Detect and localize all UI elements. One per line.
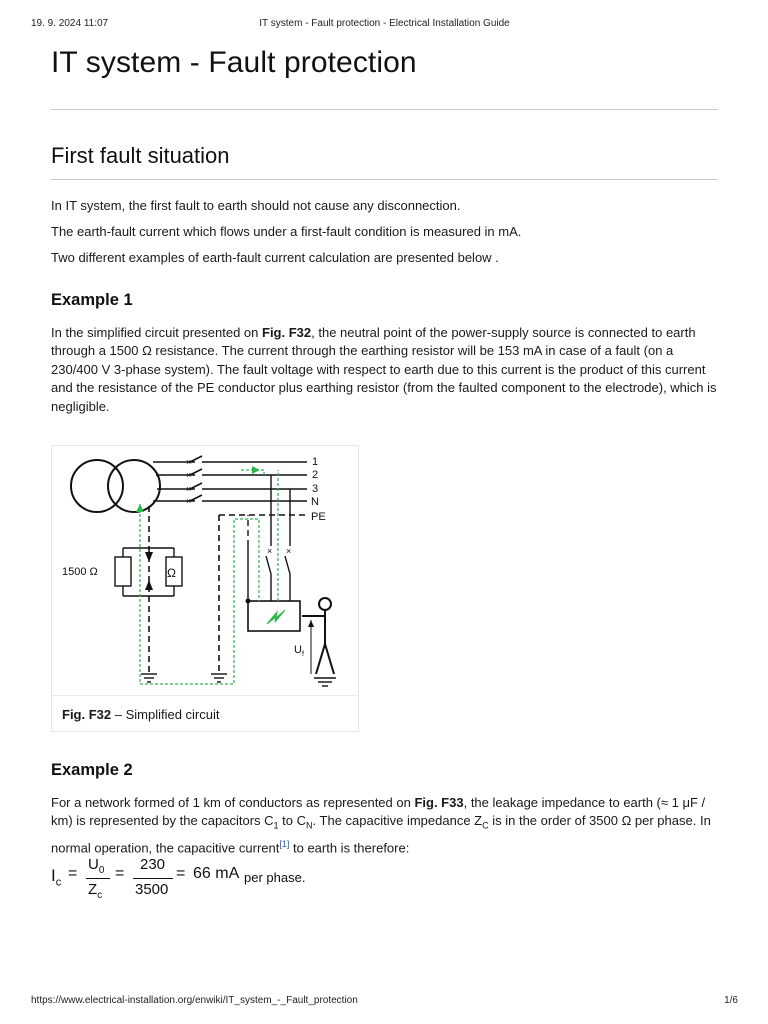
example2-text-2: , the leakage impedance to earth (≈ 1 μF / km) is represented by the capacitors C bbox=[51, 795, 706, 829]
print-date: 19. 9. 2024 11:07 bbox=[31, 18, 109, 29]
intro-paragraph-3: Two different examples of earth-fault current calculation are presented below . bbox=[51, 250, 499, 265]
label-pe: PE bbox=[311, 511, 326, 523]
pe-conductor bbox=[149, 506, 307, 674]
intro-paragraph-2: The earth-fault current which flows under a first-fault condition is measured in mA. bbox=[51, 224, 522, 239]
footnote-ref-1[interactable]: [1] bbox=[279, 839, 290, 850]
fig-f32-link[interactable]: Fig. F32 bbox=[262, 325, 312, 340]
formula-suffix: per phase. bbox=[244, 870, 306, 885]
section-title: First fault situation bbox=[51, 143, 230, 168]
example1-paragraph bbox=[51, 324, 718, 416]
fraction-bar-1 bbox=[86, 878, 110, 879]
green-arrow-right-icon bbox=[252, 466, 260, 474]
example1-text-after: , the neutral point of the power-supply source is connected to earth through a 1500 Ω resistance. The current through the earthing resistor will be 153 mA in case of a fault (on a 230/400 V 3-phase system). The fault voltage with respect to earth due to this current is the product of this current and the resistance of the PE conductor plus earthing resistor (from the faulted component to the electrode), which is negligible. bbox=[51, 325, 717, 414]
example2-heading: Example 2 bbox=[51, 761, 133, 779]
caption-text: – Simplified circuit bbox=[111, 707, 220, 722]
print-page-title: IT system - Fault protection - Electrical Installation Guide bbox=[259, 18, 510, 29]
print-footer bbox=[31, 995, 738, 1009]
transformer-secondary-coil bbox=[108, 460, 160, 512]
svg-text:×: × bbox=[186, 457, 192, 467]
svg-text:×: × bbox=[267, 546, 273, 556]
section-divider bbox=[51, 179, 718, 180]
example2-text-4: . The capacitive impedance Z bbox=[312, 813, 483, 829]
ohm-box-label: Ω bbox=[167, 566, 176, 580]
switch-contacts bbox=[186, 457, 191, 506]
figure-f32 bbox=[51, 445, 359, 732]
conductor-labels bbox=[311, 456, 326, 523]
label-phase-3: 3 bbox=[312, 483, 319, 495]
formula-eq-2: = bbox=[115, 865, 125, 882]
svg-text:×: × bbox=[186, 470, 192, 480]
example1-text-before: In the simplified circuit presented on bbox=[51, 325, 262, 340]
figure-caption bbox=[62, 707, 220, 722]
svg-text:×: × bbox=[186, 484, 192, 494]
formula-denominator-2: 3500 bbox=[135, 881, 169, 898]
intro-paragraph-1: In IT system, the first fault to earth should not cause any disconnection. bbox=[51, 198, 461, 213]
fault-lightning-icon bbox=[267, 610, 285, 624]
formula-numerator-2: 230 bbox=[140, 856, 166, 873]
arrow-down-icon bbox=[145, 552, 153, 562]
label-neutral: N bbox=[311, 496, 319, 508]
simplified-circuit-diagram bbox=[52, 446, 358, 696]
pe-connection-dot bbox=[246, 599, 251, 604]
uf-label: $U_f$ bbox=[294, 644, 304, 658]
print-url: https://www.electrical-installation.org/enwiki/IT_system_-_Fault_protection bbox=[31, 995, 358, 1006]
example2-text-3: to C bbox=[278, 813, 307, 829]
load-switch-contacts bbox=[267, 546, 291, 556]
caption-fig-ref: Fig. F32 bbox=[62, 707, 112, 722]
subscript-1: 1 bbox=[273, 821, 279, 831]
example2-paragraph bbox=[51, 794, 718, 858]
person-figure bbox=[302, 598, 334, 674]
formula-result: 66 mA bbox=[193, 865, 240, 882]
subscript-n: N bbox=[306, 821, 313, 831]
uf-arrow-icon bbox=[308, 620, 314, 627]
print-header bbox=[31, 18, 738, 32]
example2-text-5: is in the order of 3500 Ω per phase. In normal operation, the capacitive current bbox=[51, 813, 711, 856]
example2-text-6: to earth is therefore: bbox=[289, 840, 410, 856]
resistance-label: 1500 Ω bbox=[62, 566, 98, 578]
fig-f33-link[interactable]: Fig. F33 bbox=[414, 795, 464, 810]
page-title: IT system - Fault protection bbox=[51, 46, 417, 79]
example1-heading: Example 1 bbox=[51, 291, 133, 309]
load-connections bbox=[248, 475, 290, 601]
formula-eq-1: = bbox=[68, 865, 78, 882]
conductor-lines bbox=[153, 456, 307, 501]
arrow-up-icon bbox=[145, 580, 153, 590]
title-divider bbox=[51, 109, 718, 110]
formula-numerator-1: $U_0$ bbox=[88, 856, 105, 876]
capacitive-current-formula bbox=[51, 853, 451, 903]
fault-current-path bbox=[140, 470, 278, 684]
fraction-bar-2 bbox=[133, 878, 173, 879]
label-phase-1: 1 bbox=[312, 456, 319, 468]
formula-denominator-1: $Z_c$ bbox=[88, 881, 103, 901]
page-number: 1/6 bbox=[724, 995, 738, 1006]
formula-eq-3: = bbox=[176, 865, 186, 882]
svg-text:×: × bbox=[186, 496, 192, 506]
subscript-c: C bbox=[482, 821, 489, 831]
example2-text-1: For a network formed of 1 km of conductors as represented on bbox=[51, 795, 415, 810]
svg-text:×: × bbox=[286, 546, 292, 556]
green-arrow-up-icon bbox=[136, 504, 144, 512]
caption-divider bbox=[52, 695, 358, 696]
formula-lhs: $I_c$ bbox=[51, 866, 62, 889]
label-phase-2: 2 bbox=[312, 469, 319, 481]
